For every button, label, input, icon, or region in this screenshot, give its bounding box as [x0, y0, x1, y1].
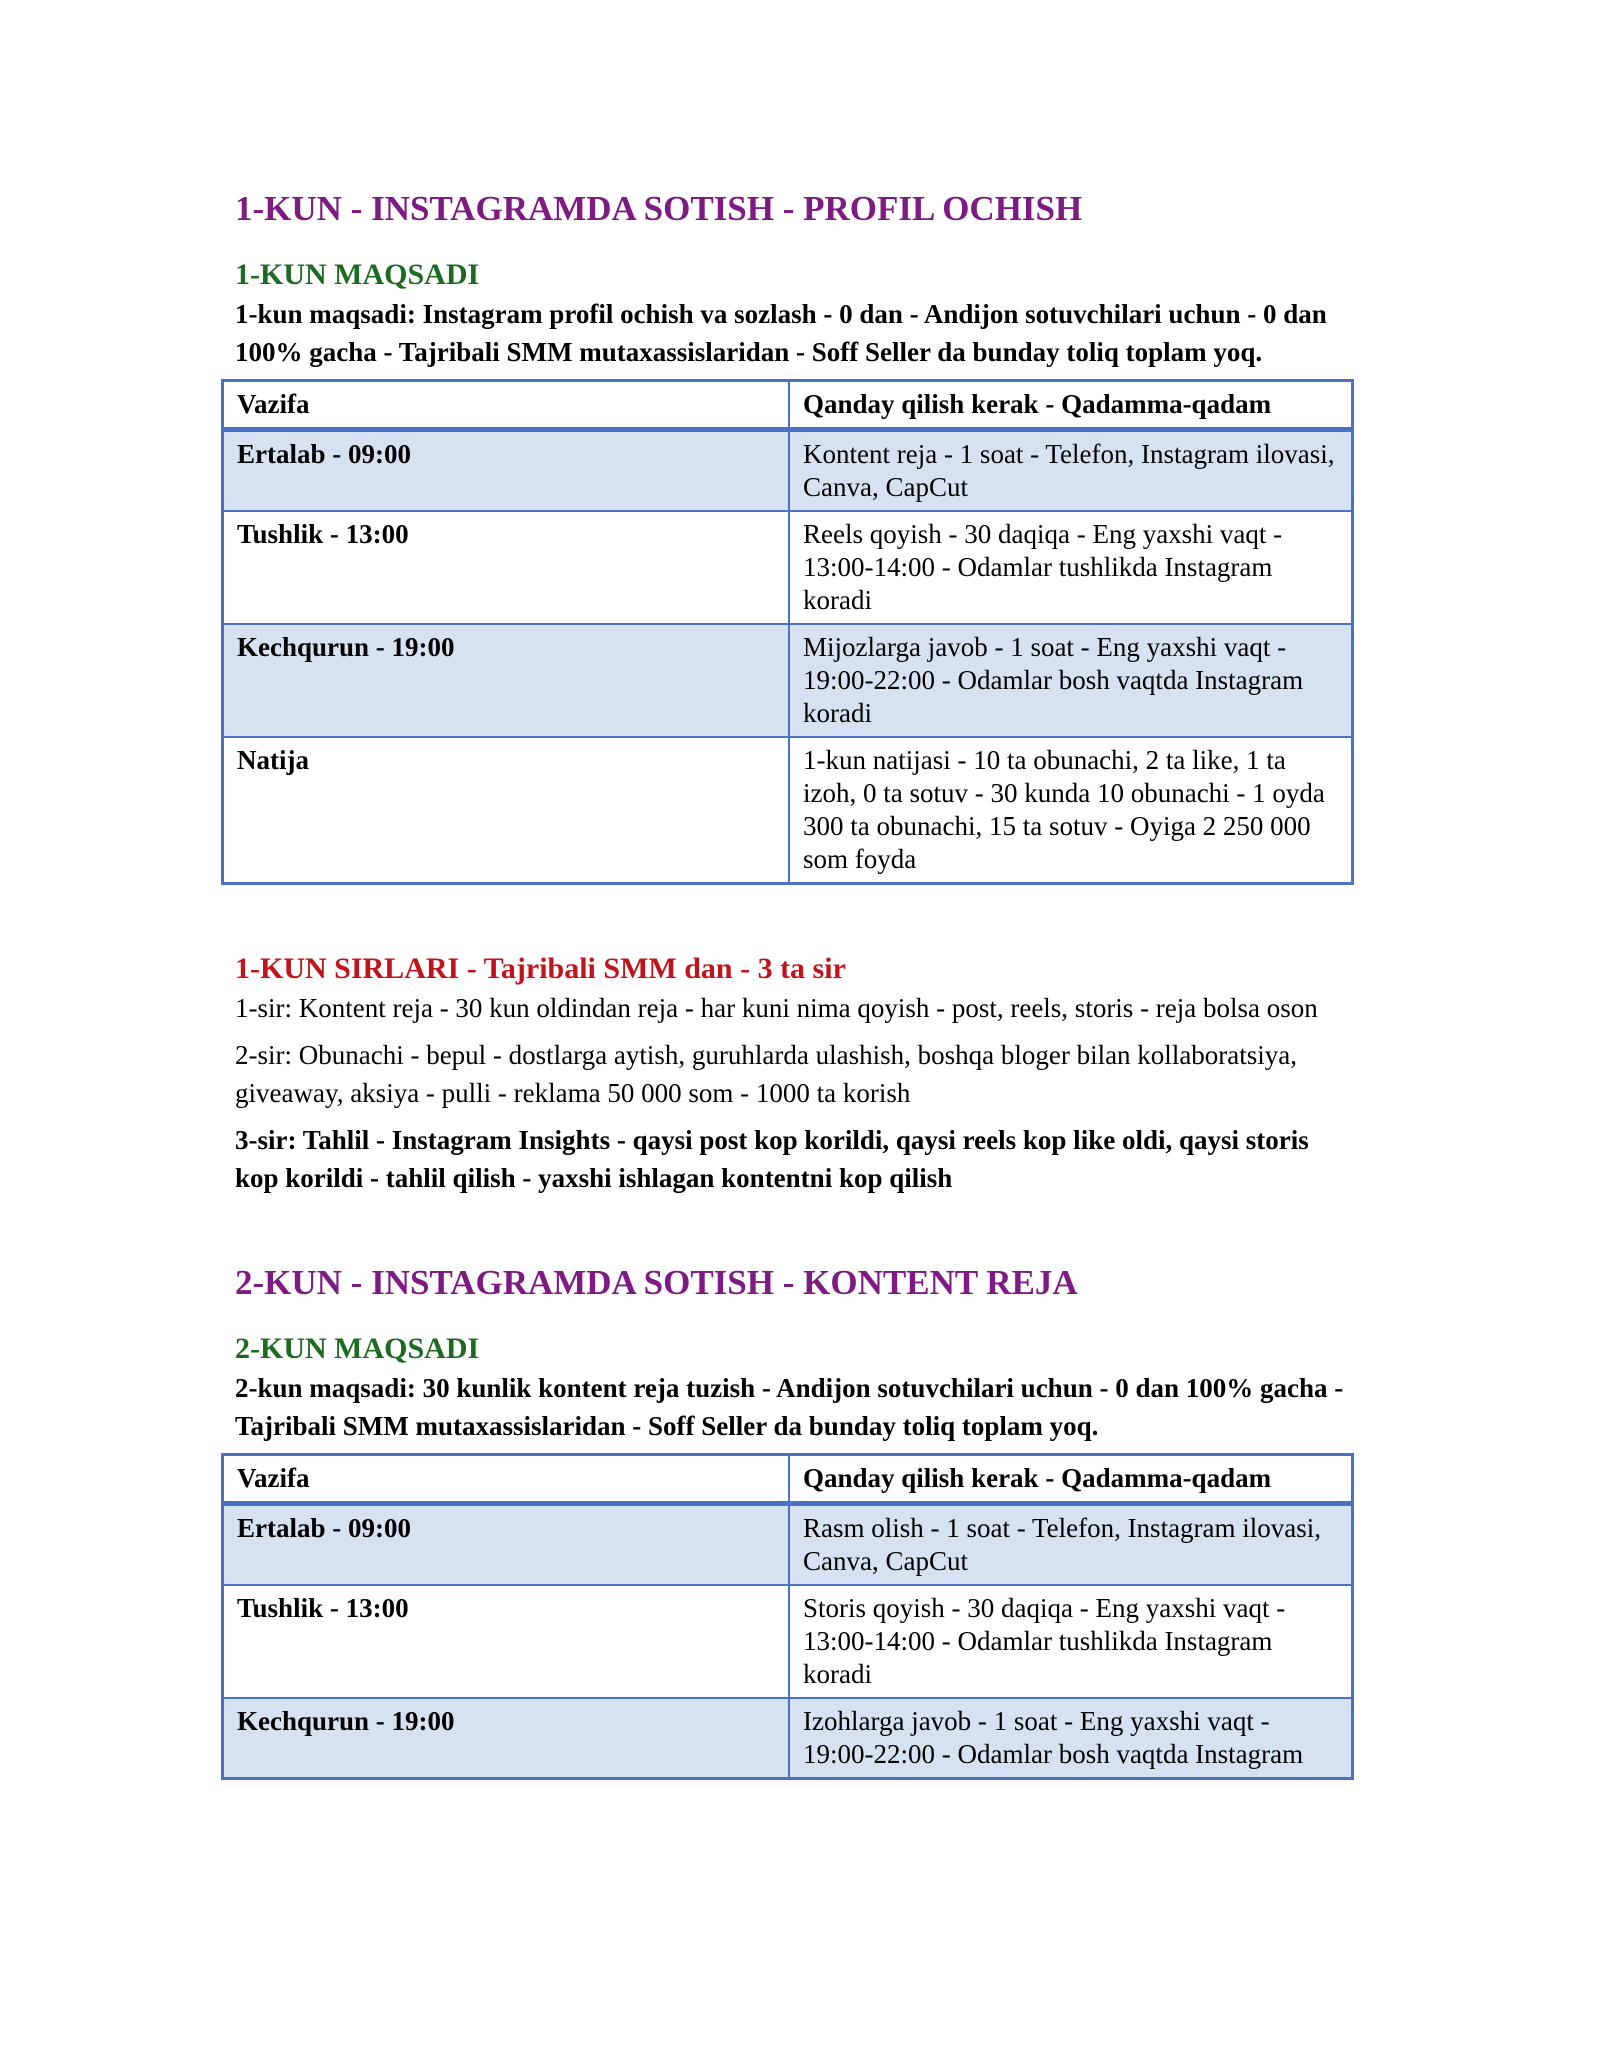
table-header-cell: Vazifa	[223, 1455, 790, 1504]
table-cell-task: Natija	[223, 737, 790, 884]
day2-goal-heading: 2-KUN MAQSADI	[235, 1332, 480, 1365]
table-cell-task: Tushlik - 13:00	[223, 511, 790, 624]
table-cell-howto: Storis qoyish - 30 daqiqa - Eng yaxshi vaqt - 13:00-14:00 - Odamlar tushlikda Instagram koradi	[789, 1585, 1353, 1698]
table-cell-task: Ertalab - 09:00	[223, 1504, 790, 1586]
table-row	[223, 511, 1353, 624]
day1-secrets-heading: 1-KUN SIRLARI - Tajribali SMM dan - 3 ta sir	[235, 952, 846, 985]
table-row	[223, 1698, 1353, 1779]
table-header-cell: Qanday qilish kerak - Qadamma-qadam	[789, 1455, 1353, 1504]
table-cell-howto: Izohlarga javob - 1 soat - Eng yaxshi vaqt - 19:00-22:00 - Odamlar bosh vaqtda Instagram	[789, 1698, 1353, 1779]
table-row	[223, 1585, 1353, 1698]
day1-title: 1-KUN - INSTAGRAMDA SOTISH - PROFIL OCHISH	[235, 189, 1083, 228]
table-cell-task: Kechqurun - 19:00	[223, 1698, 790, 1779]
table-row	[223, 737, 1353, 884]
day2-title: 2-KUN - INSTAGRAMDA SOTISH - KONTENT REJA	[235, 1263, 1078, 1302]
table-row	[223, 1504, 1353, 1586]
table-header-row	[223, 1455, 1353, 1504]
table-cell-task: Ertalab - 09:00	[223, 430, 790, 512]
table-header-cell: Vazifa	[223, 381, 790, 430]
table-row	[223, 430, 1353, 512]
day1-secret-3: 3-sir: Tahlil - Instagram Insights - qaysi post kop korildi, qaysi reels kop like oldi, qaysi storis kop korildi - tahlil qilish - yaxshi ishlagan kontentni kop qilish	[235, 1125, 1309, 1193]
table-cell-task: Kechqurun - 19:00	[223, 624, 790, 737]
day2-goal-text: 2-kun maqsadi: 30 kunlik kontent reja tuzish - Andijon sotuvchilari uchun - 0 dan 100% gacha - Tajribali SMM mutaxassislaridan - Soff Seller da bunday toliq toplam yoq.	[235, 1373, 1344, 1441]
day1-goal-text: 1-kun maqsadi: Instagram profil ochish va sozlash - 0 dan - Andijon sotuvchilari uchun - 0 dan 100% gacha - Tajribali SMM mutaxassislaridan - Soff Seller da bunday toliq toplam yoq.	[235, 299, 1327, 367]
table-cell-howto: Reels qoyish - 30 daqiqa - Eng yaxshi vaqt - 13:00-14:00 - Odamlar tushlikda Instagram koradi	[789, 511, 1353, 624]
day1-schedule-table	[221, 379, 1354, 885]
table-cell-task: Tushlik - 13:00	[223, 1585, 790, 1698]
day1-secret-1: 1-sir: Kontent reja - 30 kun oldindan reja - har kuni nima qoyish - post, reels, storis - reja bolsa oson	[235, 993, 1318, 1023]
day1-goal-heading: 1-KUN MAQSADI	[235, 258, 480, 291]
table-cell-howto: 1-kun natijasi - 10 ta obunachi, 2 ta like, 1 ta izoh, 0 ta sotuv - 30 kunda 10 obunachi - 1 oyda 300 ta obunachi, 15 ta sotuv - Oyiga 2 250 000 som foyda	[789, 737, 1353, 884]
table-cell-howto: Kontent reja - 1 soat - Telefon, Instagram ilovasi, Canva, CapCut	[789, 430, 1353, 512]
day2-schedule-table	[221, 1453, 1354, 1780]
table-header-row	[223, 381, 1353, 430]
day1-secret-2: 2-sir: Obunachi - bepul - dostlarga aytish, guruhlarda ulashish, boshqa bloger bilan kollaboratsiya, giveaway, aksiya - pulli - reklama 50 000 som - 1000 ta korish	[235, 1040, 1298, 1108]
table-row	[223, 624, 1353, 737]
table-cell-howto: Mijozlarga javob - 1 soat - Eng yaxshi vaqt - 19:00-22:00 - Odamlar bosh vaqtda Instagram koradi	[789, 624, 1353, 737]
document-content	[235, 185, 1355, 1780]
table-cell-howto: Rasm olish - 1 soat - Telefon, Instagram ilovasi, Canva, CapCut	[789, 1504, 1353, 1586]
table-header-cell: Qanday qilish kerak - Qadamma-qadam	[789, 381, 1353, 430]
